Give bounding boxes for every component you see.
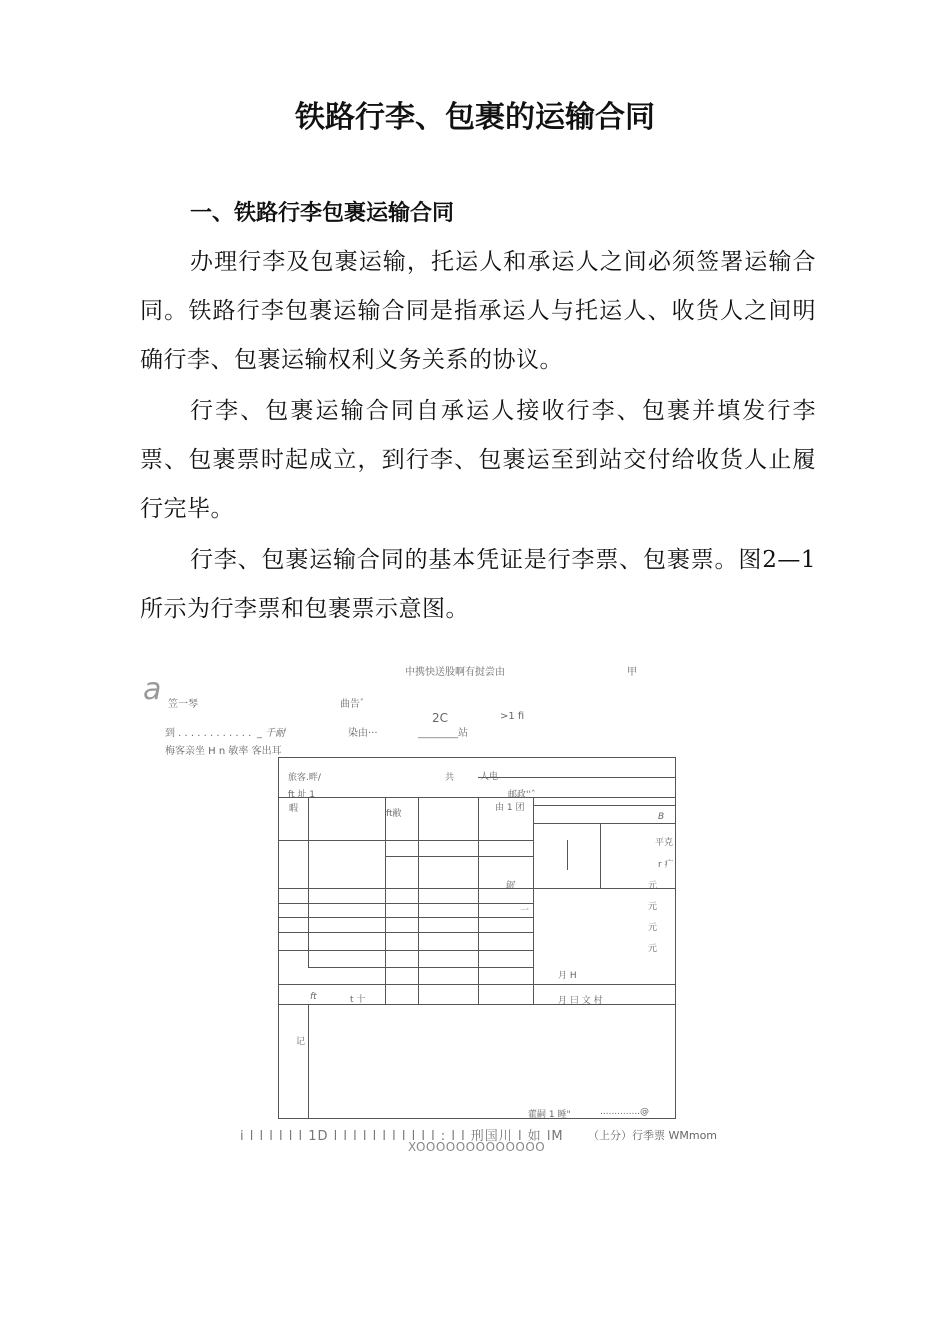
t-mark: t 十 [350, 995, 366, 1005]
month-label: 月 H [558, 971, 577, 981]
yuan-label: 元 [648, 944, 658, 954]
logo-text: 笠一琴 [168, 699, 198, 710]
remark-label: 记 [296, 1037, 306, 1047]
dash-mark: 一 [520, 906, 530, 916]
sign-label: 藿嗣 1 睡" [528, 1110, 571, 1120]
paragraph: 办理行李及包裹运输，托运人和承运人之间必须签署运输合同。铁路行李包裹运输合同是指承运人与托运人、收货人之间明确行李、包裹运输权利义务关系的协议。 [140, 249, 816, 373]
passenger-label: 旅客.畔/ [288, 773, 321, 783]
customer-line: 梅客亲坐 H n 敏率 客出耳 [165, 746, 282, 757]
total-label: 共 [445, 773, 455, 783]
flat-label: 平克 [655, 838, 674, 848]
field-page: >1 fi [500, 711, 525, 722]
dye-label: 染由··· [348, 728, 378, 739]
postcode-label: 邮政''ˆ [508, 790, 536, 800]
corner-mark: 甲 [627, 667, 637, 678]
ticket-header: 中携快送股啊有挝尝由 [405, 667, 505, 678]
note-mark: 锯 [505, 881, 515, 891]
r-mark: r 疒 [658, 860, 674, 870]
col-b: ft敝 [386, 809, 402, 819]
to-suffix: _ 千耐 [257, 728, 286, 739]
date-line: 月 曰 文 村 [558, 996, 603, 1006]
col-a: 暇 [289, 804, 299, 814]
address-label: ft 址 1 [288, 790, 315, 800]
station-label: ________站 [418, 728, 468, 739]
to-label: 到 . . . . . . . . . . . . [165, 728, 252, 739]
mark-b: B [658, 812, 665, 822]
phone-label: 人电 [480, 772, 499, 782]
ticket-caption: （上分）行季票 WMmom [588, 1129, 718, 1142]
paragraph: 行李、包裹运输合同自承运人接收行李、包裹并填发行李票、包裹票时起成立，到行李、包裹运至到站交付给收货人止履行完毕。 [140, 398, 816, 522]
page-title: 铁路行李、包裹的运输合同 [295, 100, 655, 135]
col-c: 由 1 团 [495, 803, 525, 813]
yuan-label: 元 [648, 881, 658, 891]
at-label: ..............@ [600, 1107, 650, 1117]
ft-mark: ft [310, 992, 317, 1002]
barcode-text: i l l l l l l 1D l l l l l l l l l l l : l l 刑国川 l 如 lM [240, 1129, 564, 1144]
logo-letter: a [143, 672, 162, 707]
section-heading: 一、铁路行李包裹运输合同 [190, 201, 455, 226]
top-label: 曲告゛ [340, 699, 370, 710]
serial-number: XOOOOOOOOOOOOO [408, 1140, 546, 1154]
yuan-label: 元 [648, 902, 658, 912]
field-2c: 2C [432, 711, 449, 725]
paragraph: 行李、包裹运输合同的基本凭证是行李票、包裹票。图2—1所示为行李票和包裹票示意图。 [140, 547, 816, 622]
yuan-label: 元 [648, 923, 658, 933]
ticket-figure [0, 650, 950, 1170]
